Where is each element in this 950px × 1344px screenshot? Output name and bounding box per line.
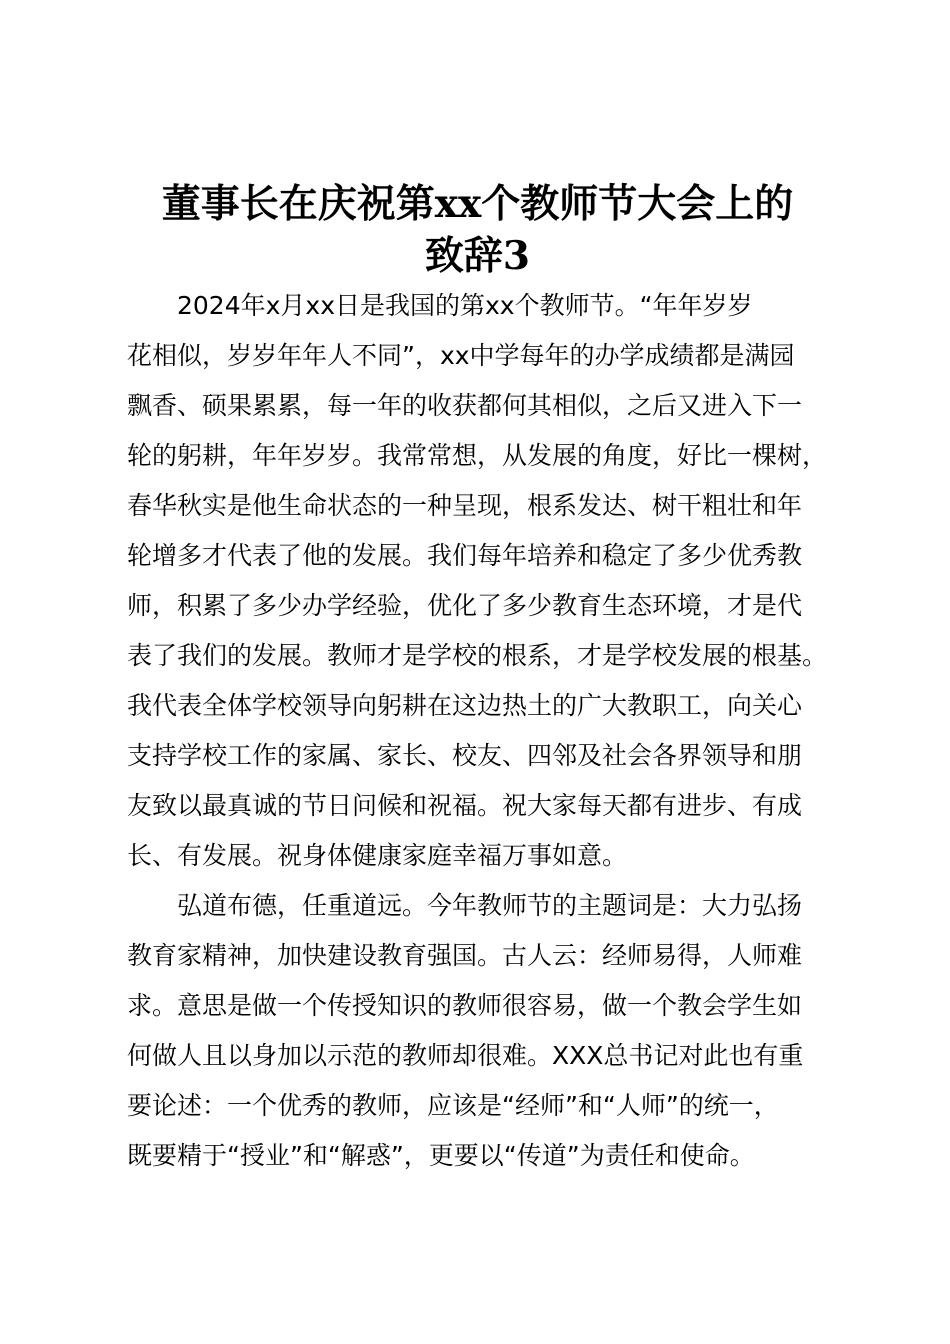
paragraph-1	[127, 281, 857, 881]
title-line-2: 致辞3	[424, 233, 531, 279]
document-body	[127, 281, 857, 1181]
text-line: 友致以最真诚的节日问候和祝福。祝大家每天都有进步、有成	[127, 791, 803, 820]
paragraph-2	[127, 881, 857, 1181]
text-line: 支持学校工作的家属、家长、校友、四邻及社会各界领导和朋	[127, 741, 803, 770]
text-line: 教育家精神，加快建设教育强国。古人云：经师易得，人师难	[127, 941, 803, 970]
text-line: 师，积累了多少办学经验，优化了多少教育生态环境，才是代	[127, 591, 803, 620]
text-line: 何做人且以身加以示范的教师却很难。XXX总书记对此也有重	[127, 1041, 804, 1070]
text-line: 长、有发展。祝身体健康家庭幸福万事如意。	[127, 841, 628, 870]
text-line: 既要精于“授业”和“解惑”，更要以“传道”为责任和使命。	[127, 1141, 755, 1170]
text-line: 我代表全体学校领导向躬耕在这边热土的广大教职工，向关心	[127, 691, 803, 720]
title-line-1: 董事长在庆祝第xx个教师节大会上的	[161, 181, 794, 227]
text-line: 轮的躬耕，年年岁岁。我常常想，从发展的角度，好比一棵树，	[127, 441, 828, 470]
text-line: 2024年x月xx日是我国的第xx个教师节。“年年岁岁	[177, 291, 753, 320]
text-line: 花相似，岁岁年年人不同”，xx中学每年的办学成绩都是满园	[127, 341, 795, 370]
text-line: 要论述：一个优秀的教师，应该是“经师”和“人师”的统一，	[127, 1091, 779, 1120]
text-line: 求。意思是做一个传授知识的教师很容易，做一个教会学生如	[127, 991, 803, 1020]
text-line: 弘道布德，任重道远。今年教师节的主题词是：大力弘扬	[177, 891, 803, 920]
text-line: 轮增多才代表了他的发展。我们每年培养和稳定了多少优秀教	[127, 541, 803, 570]
text-line: 飘香、硕果累累，每一年的收获都何其相似，之后又进入下一	[127, 391, 803, 420]
document-title	[100, 178, 855, 282]
text-line: 春华秋实是他生命状态的一种呈现，根系发达、树干粗壮和年	[127, 491, 803, 520]
text-line: 表了我们的发展。教师才是学校的根系，才是学校发展的根基。	[127, 641, 828, 670]
